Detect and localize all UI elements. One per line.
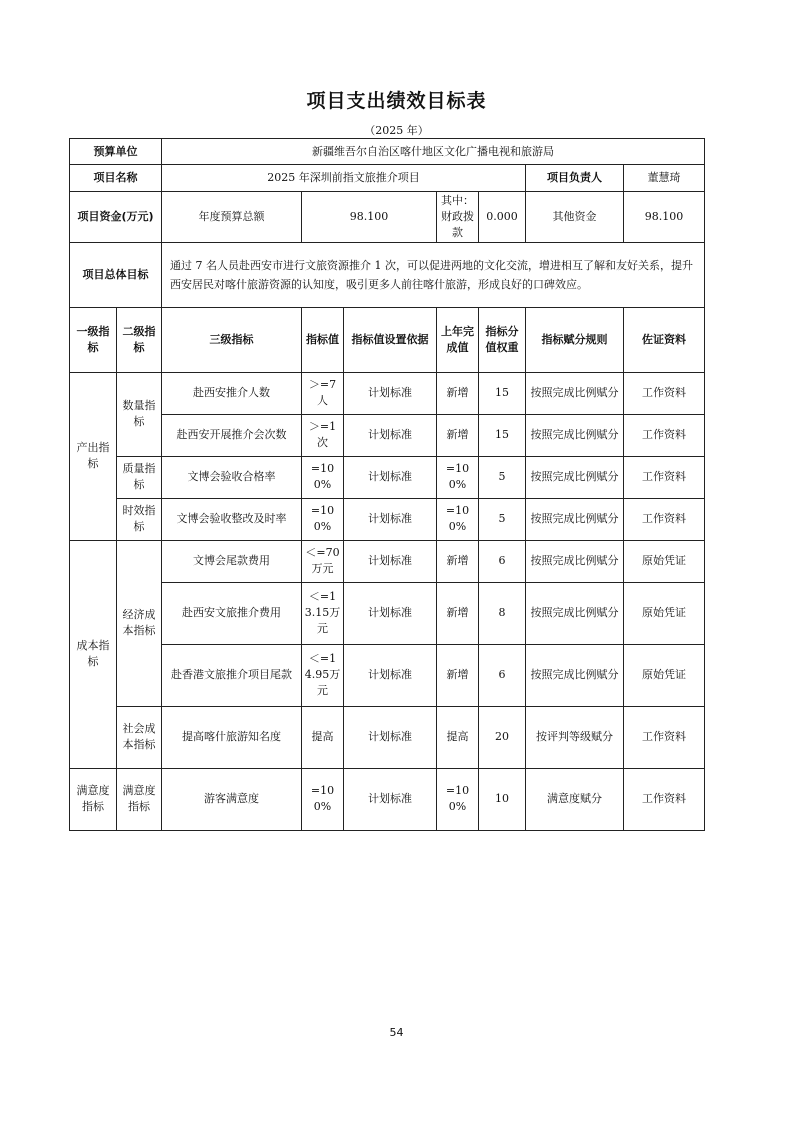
row-weight: 5	[479, 456, 526, 498]
row-weight: 15	[479, 372, 526, 414]
table-row	[70, 372, 705, 414]
row-prev: =100%	[437, 498, 479, 540]
row-rule: 按评判等级赋分	[526, 706, 624, 768]
header-value: 指标值	[302, 307, 344, 372]
row-value: =100%	[302, 498, 344, 540]
project-name-value: 2025 年深圳前指文旅推介项目	[162, 165, 526, 192]
overall-goal-row	[70, 242, 705, 307]
row-rule: 按照完成比例赋分	[526, 644, 624, 706]
row-evidence: 工作资料	[624, 372, 705, 414]
header-prev: 上年完成值	[437, 307, 479, 372]
row-prev: 新增	[437, 540, 479, 582]
header-level2: 二级指标	[117, 307, 162, 372]
header-evidence: 佐证资料	[624, 307, 705, 372]
row-name: 赴西安开展推介会次数	[162, 414, 302, 456]
row-name: 文博会验收合格率	[162, 456, 302, 498]
budget-unit-row	[70, 139, 705, 165]
row-basis: 计划标准	[344, 582, 437, 644]
row-evidence: 工作资料	[624, 414, 705, 456]
table-row	[70, 644, 705, 706]
row-weight: 8	[479, 582, 526, 644]
project-funds-label: 项目资金(万元)	[70, 192, 162, 243]
row-weight: 15	[479, 414, 526, 456]
group-social: 社会成本指标	[117, 706, 162, 768]
row-rule: 满意度赋分	[526, 768, 624, 830]
row-evidence: 工作资料	[624, 498, 705, 540]
row-rule: 按照完成比例赋分	[526, 540, 624, 582]
row-name: 提高喀什旅游知名度	[162, 706, 302, 768]
row-weight: 20	[479, 706, 526, 768]
performance-table	[69, 138, 705, 831]
row-evidence: 原始凭证	[624, 644, 705, 706]
project-name-label: 项目名称	[70, 165, 162, 192]
other-funds-value: 98.100	[624, 192, 705, 243]
row-basis: 计划标准	[344, 498, 437, 540]
row-weight: 6	[479, 644, 526, 706]
header-rule: 指标赋分规则	[526, 307, 624, 372]
row-basis: 计划标准	[344, 372, 437, 414]
row-rule: 按照完成比例赋分	[526, 498, 624, 540]
annual-total-label: 年度预算总额	[162, 192, 302, 243]
annual-total-value: 98.100	[302, 192, 437, 243]
row-basis: 计划标准	[344, 414, 437, 456]
row-rule: 按照完成比例赋分	[526, 582, 624, 644]
year-label: （2025 年）	[364, 124, 429, 137]
budget-unit-value: 新疆维吾尔自治区喀什地区文化广播电视和旅游局	[162, 139, 705, 165]
table-row	[70, 582, 705, 644]
row-evidence: 工作资料	[624, 768, 705, 830]
fiscal-value: 0.000	[479, 192, 526, 243]
group-output: 产出指标	[70, 372, 117, 540]
row-prev: 新增	[437, 372, 479, 414]
row-rule: 按照完成比例赋分	[526, 372, 624, 414]
row-evidence: 工作资料	[624, 706, 705, 768]
row-prev: =100%	[437, 456, 479, 498]
project-funds-row	[70, 192, 705, 243]
row-rule: 按照完成比例赋分	[526, 456, 624, 498]
row-basis: 计划标准	[344, 644, 437, 706]
row-evidence: 工作资料	[624, 456, 705, 498]
header-weight: 指标分值权重	[479, 307, 526, 372]
row-value: ＜=14.95万元	[302, 644, 344, 706]
project-name-row	[70, 165, 705, 192]
row-value: =100%	[302, 768, 344, 830]
table-row	[70, 768, 705, 830]
row-basis: 计划标准	[344, 456, 437, 498]
row-prev: 新增	[437, 414, 479, 456]
page-number: 54	[389, 1026, 404, 1039]
budget-unit-label: 预算单位	[70, 139, 162, 165]
row-value: ＞=1次	[302, 414, 344, 456]
group-economic: 经济成本指标	[117, 540, 162, 706]
group-timeliness: 时效指标	[117, 498, 162, 540]
row-value: ＜=13.15万元	[302, 582, 344, 644]
row-name: 文博会尾款费用	[162, 540, 302, 582]
group-satisfaction-sub: 满意度指标	[117, 768, 162, 830]
other-funds-label: 其他资金	[526, 192, 624, 243]
group-quality: 质量指标	[117, 456, 162, 498]
row-name: 赴西安文旅推介费用	[162, 582, 302, 644]
row-prev: =100%	[437, 768, 479, 830]
table-row	[70, 540, 705, 582]
row-name: 文博会验收整改及时率	[162, 498, 302, 540]
row-name: 赴香港文旅推介项目尾款	[162, 644, 302, 706]
row-prev: 新增	[437, 582, 479, 644]
page-title: 项目支出绩效目标表	[306, 90, 487, 112]
group-satisfaction: 满意度指标	[70, 768, 117, 830]
table-row	[70, 414, 705, 456]
row-value: =100%	[302, 456, 344, 498]
row-weight: 5	[479, 498, 526, 540]
group-quantity: 数量指标	[117, 372, 162, 456]
header-level1: 一级指标	[70, 307, 117, 372]
row-basis: 计划标准	[344, 768, 437, 830]
row-prev: 提高	[437, 706, 479, 768]
project-leader-label: 项目负责人	[526, 165, 624, 192]
table-row	[70, 456, 705, 498]
fiscal-label: 其中：财政拨款	[437, 192, 479, 243]
table-row	[70, 706, 705, 768]
header-level3: 三级指标	[162, 307, 302, 372]
row-name: 赴西安推介人数	[162, 372, 302, 414]
header-row	[70, 307, 705, 372]
table-row	[70, 498, 705, 540]
row-prev: 新增	[437, 644, 479, 706]
row-weight: 6	[479, 540, 526, 582]
row-basis: 计划标准	[344, 540, 437, 582]
header-basis: 指标值设置依据	[344, 307, 437, 372]
overall-goal-label: 项目总体目标	[70, 242, 162, 307]
group-cost: 成本指标	[70, 540, 117, 768]
row-weight: 10	[479, 768, 526, 830]
overall-goal-value: 通过 7 名人员赴西安市进行文旅资源推介 1 次，可以促进两地的文化交流，增进相互了解和友好关系，提升西安居民对喀什旅游资源的认知度，吸引更多人前往喀什旅游，形成良好的口碑效应。	[162, 242, 705, 307]
row-value: ＜=70万元	[302, 540, 344, 582]
row-value: ＞=7人	[302, 372, 344, 414]
project-leader-value: 董慧琦	[624, 165, 705, 192]
row-evidence: 原始凭证	[624, 540, 705, 582]
row-basis: 计划标准	[344, 706, 437, 768]
row-value: 提高	[302, 706, 344, 768]
row-rule: 按照完成比例赋分	[526, 414, 624, 456]
row-name: 游客满意度	[162, 768, 302, 830]
row-evidence: 原始凭证	[624, 582, 705, 644]
